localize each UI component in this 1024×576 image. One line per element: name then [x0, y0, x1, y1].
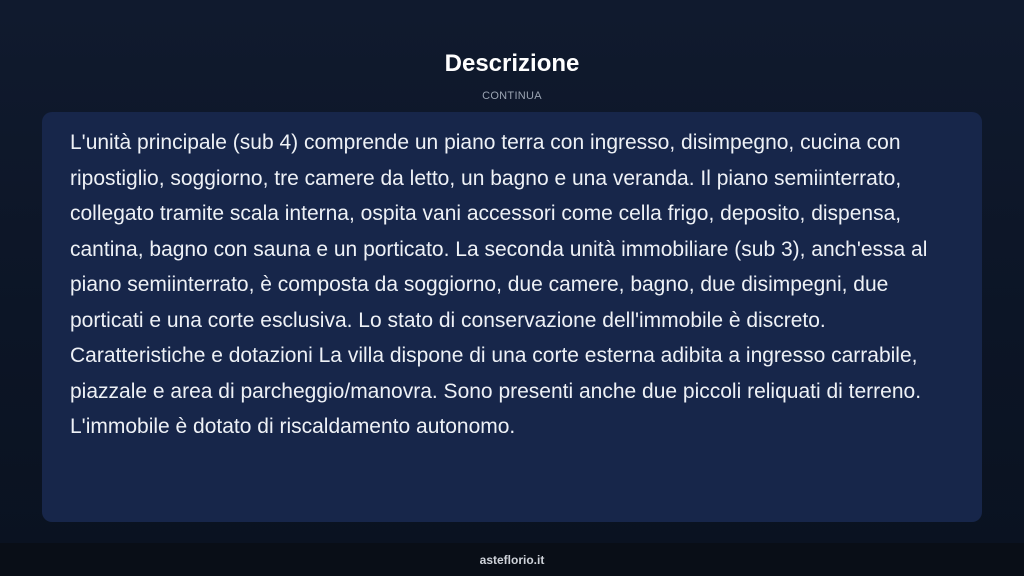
description-text: L'unità principale (sub 4) comprende un piano terra con ingresso, disimpegno, cucina con ripostiglio, soggiorno, tre camere da letto, un bagno e una veranda. Il piano semiinterrato, collegato tramite scala interna, ospita vani accessori come cella frigo, deposito, dispensa, cantina, bagno con sauna e un porticato. La seconda unità immobiliare (sub 3), anch'essa al piano semiinterrato, è composta da soggiorno, due camere, bagno, due disimpegni, due porticati e una corte esclusiva. Lo stato di conservazione dell'immobile è discreto. Caratteristiche e dotazioni La villa dispone di una corte esterna adibita a ingresso carrabile, piazzale e area di parcheggio/manovra. Sono presenti anche due piccoli reliquati di terreno. L'immobile è dotato di riscaldamento autonomo.: [70, 131, 928, 438]
continue-label: CONTINUA: [482, 90, 542, 102]
footer-bar: [0, 543, 1024, 576]
page-title: Descrizione: [444, 50, 580, 77]
description-card: [42, 112, 982, 522]
footer-brand: asteflorio.it: [479, 553, 545, 567]
